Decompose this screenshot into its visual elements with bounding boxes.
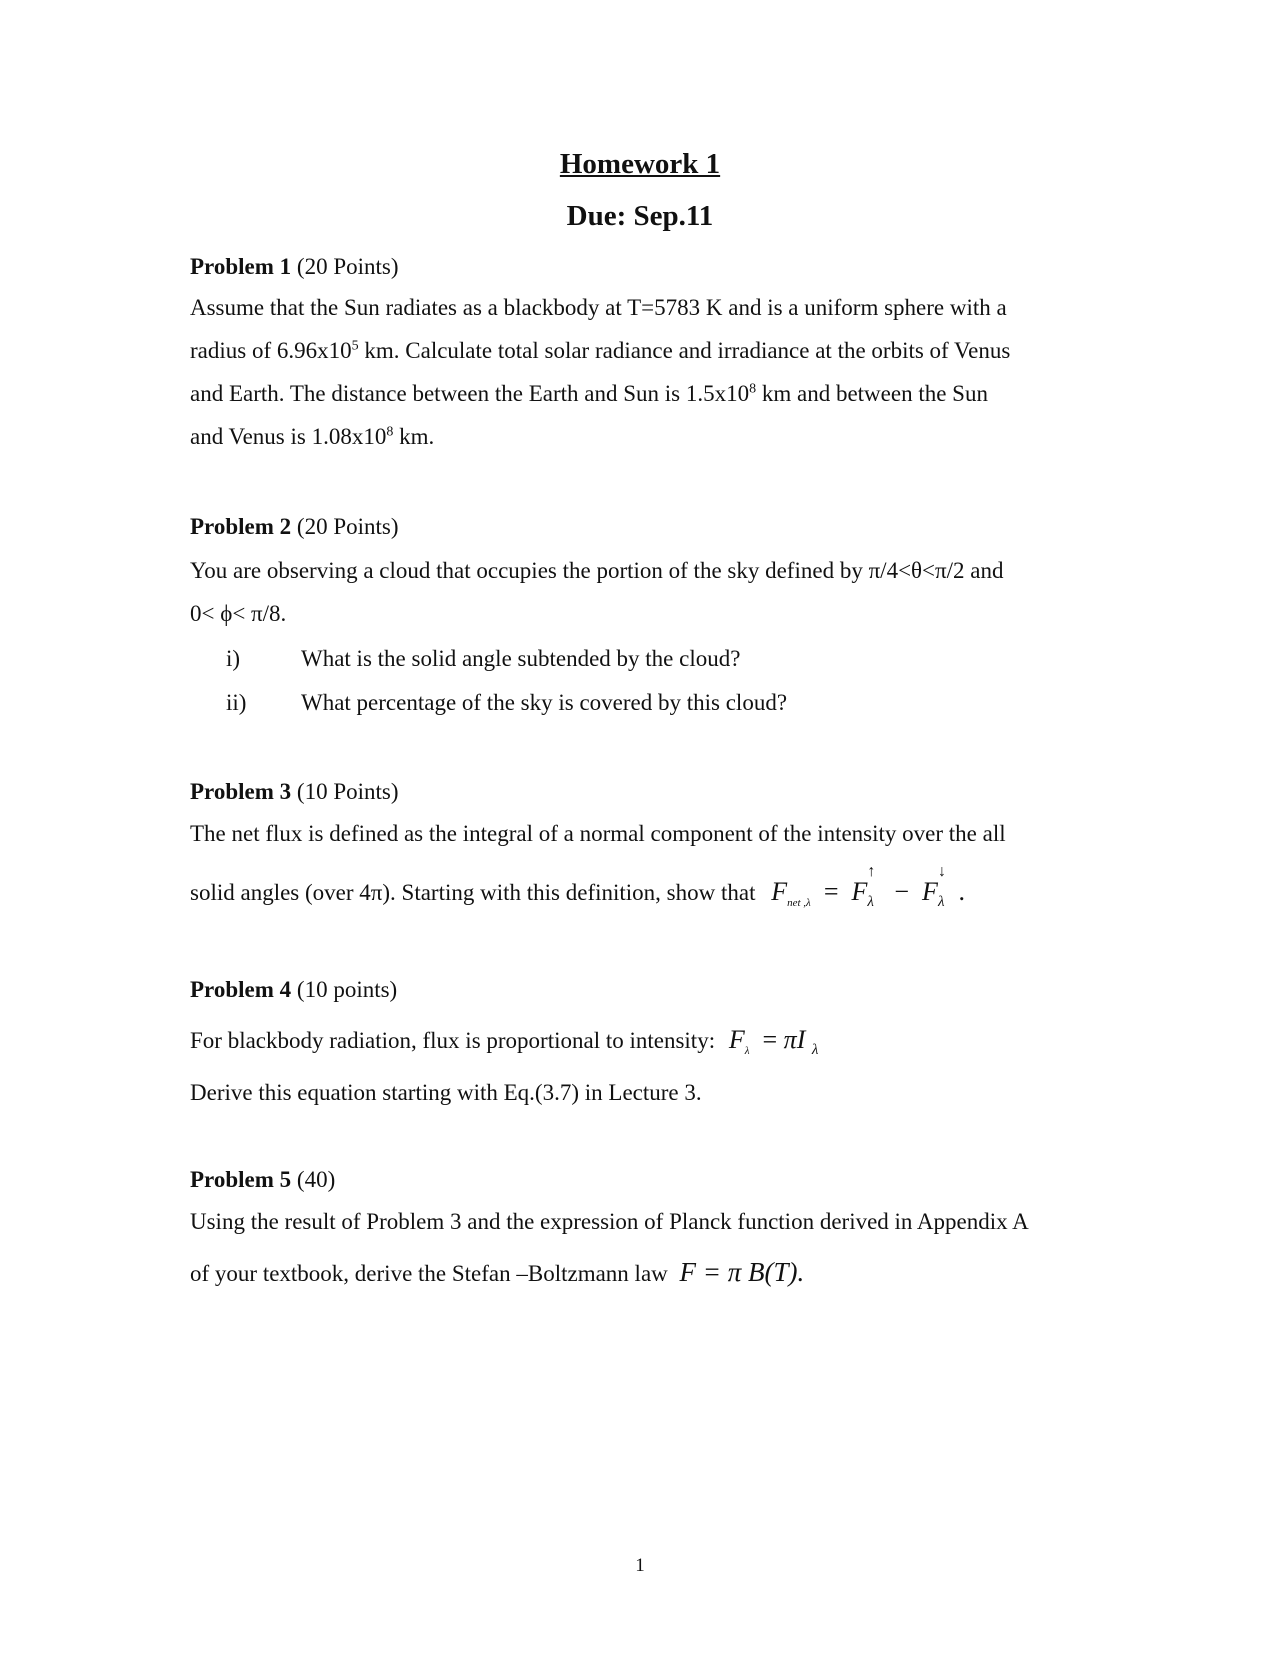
problem-2-item-2-marker: ii)	[226, 690, 247, 715]
due-date: Due: Sep.11	[566, 200, 714, 232]
problem-1-line-3: and Earth. The distance between the Earth and Sun is $1.5x10^8$ km and between the Sun	[190, 381, 988, 406]
problem-5-line-2-wrap	[190, 1251, 1190, 1295]
problem-2-text	[190, 549, 1120, 635]
problem-3-heading	[190, 779, 399, 805]
problem-1-points: (20 Points)	[296, 254, 399, 279]
problem-5-label: Problem 5	[190, 1167, 292, 1192]
problem-5-line-1: Using the result of Problem 3 and the expression of Planck function derived in Appendix A	[190, 1209, 1029, 1234]
problem-2-line-2: 0< ϕ< π/8.	[190, 601, 287, 626]
problem-2-item-2-text: What percentage of the sky is covered by this cloud?	[301, 690, 788, 715]
problem-4-line-1: For blackbody radiation, flux is proportional to intensity:	[190, 1028, 716, 1053]
problem-4-line-1-wrap	[190, 1018, 1190, 1073]
problem-4-label: Problem 4	[190, 977, 292, 1002]
problem-1-heading	[190, 254, 399, 280]
problem-3-line-1: The net flux is defined as the integral of a normal component of the intensity over the all	[190, 821, 1006, 846]
problem-5-heading	[190, 1167, 335, 1193]
problem-5-line-2: of your textbook, derive the Stefan –Boltzmann law	[190, 1261, 668, 1286]
problem-1-line-1: Assume that the Sun radiates as a blackbody at T=5783 K and is a uniform sphere with a	[190, 295, 1007, 320]
problem-2-points: (20 Points)	[296, 514, 399, 539]
problem-4-line-2: Derive this equation starting with Eq.(3.7) in Lecture 3.	[190, 1080, 702, 1105]
flux-intensity-equation: $F_\lambda = \pi I$ $_\lambda$	[728, 1025, 819, 1058]
problem-1-text	[190, 286, 1120, 458]
problem-1-line-2: radius of $6.96x10^5$ km. Calculate total solar radiance and irradiance at the orbits of Venus	[190, 338, 1011, 363]
problem-1-line-4: and Venus is $1.08x10^8$ km.	[190, 424, 435, 449]
problem-2-heading	[190, 514, 399, 540]
problem-4-points: (10 points)	[296, 977, 398, 1002]
problem-1-label: Problem 1	[190, 254, 292, 279]
problem-4-heading	[190, 977, 397, 1003]
problem-3-line-2-wrap	[190, 863, 1190, 925]
problem-5-text	[190, 1200, 1190, 1243]
problem-5-points: (40)	[296, 1167, 336, 1192]
problem-2-item-1-marker: i)	[226, 646, 241, 671]
problem-3-points: (10 Points)	[296, 779, 399, 804]
problem-2-line-1: You are observing a cloud that occupies the portion of the sky defined by π/4<θ<π/2 and	[190, 558, 1004, 583]
problem-3-line-2: solid angles (over 4π). Starting with this definition, show that	[190, 880, 756, 905]
document-title: Homework 1	[559, 148, 721, 180]
problem-3-text	[190, 812, 1120, 855]
problem-3-label: Problem 3	[190, 779, 292, 804]
net-flux-equation: $F_{net ,\lambda} = F$ ↑ λ − F ↓ λ .	[771, 863, 965, 910]
problem-2-item-1-text: What is the solid angle subtended by the cloud?	[301, 646, 741, 671]
problem-2-label: Problem 2	[190, 514, 292, 539]
page-number: 1	[635, 1555, 645, 1576]
problem-4-text	[190, 1071, 1120, 1114]
stefan-boltzmann-equation: F = π B(T).	[679, 1257, 805, 1287]
